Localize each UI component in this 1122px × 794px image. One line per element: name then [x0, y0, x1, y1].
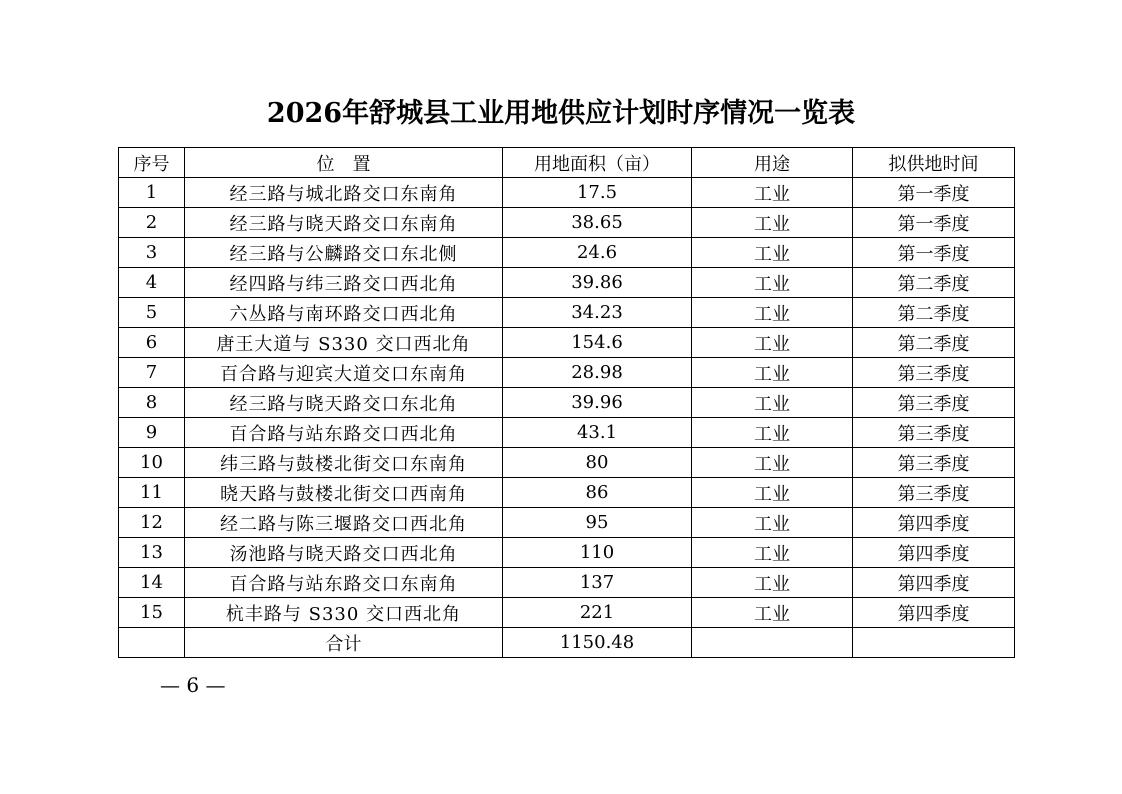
cell-time: 第四季度	[853, 538, 1015, 568]
cell-location: 唐王大道与 S330 交口西北角	[185, 328, 503, 358]
cell-location: 纬三路与鼓楼北街交口东南角	[185, 448, 503, 478]
total-time-cell	[853, 628, 1015, 658]
table-row	[119, 598, 1015, 628]
total-label: 合计	[185, 628, 503, 658]
table-row	[119, 238, 1015, 268]
cell-index: 15	[119, 598, 185, 628]
cell-usage: 工业	[692, 418, 853, 448]
table-row	[119, 298, 1015, 328]
page-number: — 6 —	[160, 673, 226, 697]
cell-usage: 工业	[692, 568, 853, 598]
cell-index: 10	[119, 448, 185, 478]
cell-location: 百合路与站东路交口东南角	[185, 568, 503, 598]
cell-time: 第三季度	[853, 478, 1015, 508]
cell-location: 经三路与晓天路交口东南角	[185, 208, 503, 238]
cell-area: 39.86	[503, 268, 692, 298]
total-usage-cell	[692, 628, 853, 658]
cell-index: 3	[119, 238, 185, 268]
header-usage: 用途	[692, 148, 853, 178]
table-row	[119, 508, 1015, 538]
cell-area: 28.98	[503, 358, 692, 388]
cell-index: 11	[119, 478, 185, 508]
table-header-row	[119, 148, 1015, 178]
cell-area: 34.23	[503, 298, 692, 328]
table-row	[119, 358, 1015, 388]
cell-index: 1	[119, 178, 185, 208]
cell-location: 经三路与公麟路交口东北侧	[185, 238, 503, 268]
cell-area: 24.6	[503, 238, 692, 268]
cell-usage: 工业	[692, 328, 853, 358]
cell-usage: 工业	[692, 238, 853, 268]
cell-usage: 工业	[692, 538, 853, 568]
header-time: 拟供地时间	[853, 148, 1015, 178]
cell-location: 经四路与纬三路交口西北角	[185, 268, 503, 298]
cell-usage: 工业	[692, 358, 853, 388]
cell-usage: 工业	[692, 598, 853, 628]
cell-area: 86	[503, 478, 692, 508]
cell-usage: 工业	[692, 298, 853, 328]
table-row	[119, 328, 1015, 358]
total-row	[119, 628, 1015, 658]
cell-time: 第一季度	[853, 238, 1015, 268]
cell-location: 经三路与晓天路交口东北角	[185, 388, 503, 418]
cell-index: 2	[119, 208, 185, 238]
cell-area: 80	[503, 448, 692, 478]
cell-location: 六丛路与南环路交口西北角	[185, 298, 503, 328]
table-body	[119, 178, 1015, 628]
cell-index: 4	[119, 268, 185, 298]
cell-index: 9	[119, 418, 185, 448]
cell-index: 7	[119, 358, 185, 388]
cell-location: 经三路与城北路交口东南角	[185, 178, 503, 208]
cell-area: 221	[503, 598, 692, 628]
table-row	[119, 268, 1015, 298]
cell-time: 第三季度	[853, 358, 1015, 388]
table-row	[119, 208, 1015, 238]
cell-time: 第一季度	[853, 178, 1015, 208]
cell-usage: 工业	[692, 178, 853, 208]
document-title: 2026年舒城县工业用地供应计划时序情况一览表	[266, 98, 856, 129]
cell-area: 43.1	[503, 418, 692, 448]
cell-area: 39.96	[503, 388, 692, 418]
cell-index: 6	[119, 328, 185, 358]
cell-time: 第四季度	[853, 598, 1015, 628]
cell-area: 38.65	[503, 208, 692, 238]
table-row	[119, 538, 1015, 568]
cell-time: 第三季度	[853, 388, 1015, 418]
header-location: 位 置	[185, 148, 503, 178]
cell-usage: 工业	[692, 208, 853, 238]
cell-area: 95	[503, 508, 692, 538]
cell-location: 晓天路与鼓楼北街交口西南角	[185, 478, 503, 508]
table-row	[119, 178, 1015, 208]
cell-index: 14	[119, 568, 185, 598]
cell-time: 第三季度	[853, 418, 1015, 448]
header-index: 序号	[119, 148, 185, 178]
cell-time: 第一季度	[853, 208, 1015, 238]
cell-index: 13	[119, 538, 185, 568]
cell-time: 第四季度	[853, 568, 1015, 598]
cell-usage: 工业	[692, 388, 853, 418]
cell-usage: 工业	[692, 508, 853, 538]
table-row	[119, 568, 1015, 598]
table-row	[119, 448, 1015, 478]
total-area: 1150.48	[503, 628, 692, 658]
cell-time: 第二季度	[853, 268, 1015, 298]
cell-location: 杭丰路与 S330 交口西北角	[185, 598, 503, 628]
cell-location: 经二路与陈三堰路交口西北角	[185, 508, 503, 538]
cell-location: 汤池路与晓天路交口西北角	[185, 538, 503, 568]
cell-area: 137	[503, 568, 692, 598]
table-row	[119, 478, 1015, 508]
cell-area: 110	[503, 538, 692, 568]
cell-area: 154.6	[503, 328, 692, 358]
cell-index: 8	[119, 388, 185, 418]
cell-time: 第二季度	[853, 298, 1015, 328]
cell-location: 百合路与迎宾大道交口东南角	[185, 358, 503, 388]
cell-area: 17.5	[503, 178, 692, 208]
cell-time: 第二季度	[853, 328, 1015, 358]
cell-index: 5	[119, 298, 185, 328]
header-area: 用地面积（亩）	[503, 148, 692, 178]
cell-location: 百合路与站东路交口西北角	[185, 418, 503, 448]
cell-usage: 工业	[692, 268, 853, 298]
cell-index: 12	[119, 508, 185, 538]
total-index-cell	[119, 628, 185, 658]
cell-time: 第三季度	[853, 448, 1015, 478]
land-supply-table	[118, 147, 1015, 658]
cell-usage: 工业	[692, 448, 853, 478]
cell-usage: 工业	[692, 478, 853, 508]
cell-time: 第四季度	[853, 508, 1015, 538]
table-row	[119, 388, 1015, 418]
table-row	[119, 418, 1015, 448]
